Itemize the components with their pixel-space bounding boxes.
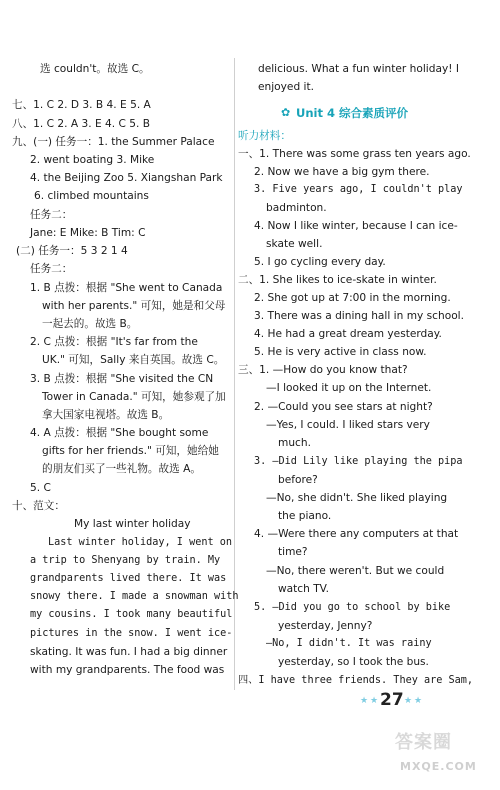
text-line: a trip to Shenyang by train. My — [30, 555, 221, 566]
text-line: badminton. — [266, 202, 327, 214]
text-line: 二、1. She likes to ice-skate in winter. — [238, 274, 437, 286]
text-line: skate well. — [266, 238, 323, 250]
text-line: 2. She got up at 7:00 in the morning. — [254, 292, 451, 304]
text-line: skating. It was fun. I had a big dinner — [30, 646, 228, 658]
text-line: enjoyed it. — [258, 81, 314, 93]
text-line: 选 couldn't。故选 C。 — [40, 63, 150, 75]
text-line: Unit 4 综合素质评价 — [296, 106, 408, 120]
text-line: (二) 任务一：5 3 2 1 4 — [16, 245, 128, 257]
text-line: 九、(一) 任务一：1. the Summer Palace — [12, 136, 215, 148]
text-line: snowy there. I made a snowman with — [30, 591, 239, 602]
watermark-logo: 答案圈 — [395, 732, 452, 753]
text-line: 2. —Could you see stars at night? — [254, 401, 433, 413]
text-line: much. — [278, 437, 311, 449]
page-number: 27 — [380, 690, 404, 710]
text-line: —I looked it up on the Internet. — [266, 382, 432, 394]
text-line: pictures in the snow. I went ice- — [30, 628, 233, 639]
text-line: 拿大国家电视塔。故选 B。 — [42, 409, 170, 421]
text-line: 3. There was a dining hall in my school. — [254, 310, 464, 322]
text-line: 任务二： — [30, 263, 73, 275]
text-line: 3. —Did Lily like playing the pipa — [254, 456, 463, 467]
watermark-url: MXQE.COM — [400, 760, 477, 773]
text-line: 3. Five years ago, I couldn't play — [254, 184, 463, 195]
text-line: 3. B 点拨：根据 "She visited the CN — [30, 373, 214, 385]
text-line: the piano. — [278, 510, 332, 522]
text-line: 5. C — [30, 482, 51, 494]
text-line: 6. climbed mountains — [34, 190, 149, 202]
text-line: 八、1. C 2. A 3. E 4. C 5. B — [12, 118, 151, 130]
text-line: watch TV. — [278, 583, 329, 595]
text-line: 5. I go cycling every day. — [254, 256, 386, 268]
text-line: —No, she didn't. She liked playing — [266, 492, 448, 504]
text-line: gifts for her friends." 可知，她给她 — [42, 445, 219, 457]
text-line: 4. He had a great dream yesterday. — [254, 328, 442, 340]
text-line: time? — [278, 546, 308, 558]
text-line: 一、1. There was some grass ten years ago. — [238, 148, 471, 160]
text-line: 任务二： — [30, 209, 73, 221]
text-line: UK." 可知，Sally 来自英国。故选 C。 — [42, 354, 225, 366]
text-line: 七、1. C 2. D 3. B 4. E 5. A — [12, 99, 151, 111]
text-line: 1. B 点拨：根据 "She went to Canada — [30, 282, 223, 294]
text-line: 四、I have three friends. They are Sam, — [238, 675, 474, 686]
text-line: 十、范文： — [12, 500, 65, 512]
paw-icon: ✿ — [281, 106, 291, 119]
text-line: 2. C 点拨：根据 "It's far from the — [30, 336, 198, 348]
text-line: with my grandparents. The food was — [30, 664, 225, 676]
text-line: my cousins. I took many beautiful — [30, 609, 233, 620]
text-line: 5. He is very active in class now. — [254, 346, 427, 358]
star-icon: ★ — [404, 696, 413, 706]
text-line: grandparents lived there. It was — [30, 573, 227, 584]
star-icon: ★ — [414, 696, 423, 706]
star-icon: ★ — [360, 696, 369, 706]
text-line: —Yes, I could. I liked stars very — [266, 419, 430, 431]
text-line: 4. the Beijing Zoo 5. Xiangshan Park — [30, 172, 223, 184]
text-line: 5. —Did you go to school by bike — [254, 602, 451, 613]
text-line: 三、1. —How do you know that? — [238, 364, 408, 376]
text-line: 4. Now I like winter, because I can ice- — [254, 220, 458, 232]
text-line: —No, I didn't. It was rainy — [266, 638, 432, 649]
text-line: My last winter holiday — [74, 518, 191, 530]
text-line: —No, there weren't. But we could — [266, 565, 445, 577]
text-line: with her parents." 可知，她是和父母 — [42, 300, 226, 312]
text-line: yesterday, so I took the bus. — [278, 656, 429, 668]
text-line: Last winter holiday, I went on — [48, 537, 233, 548]
text-line: 4. A 点拨：根据 "She bought some — [30, 427, 209, 439]
text-line: 一起去的。故选 B。 — [42, 318, 138, 330]
star-icon: ★ — [370, 696, 379, 706]
text-line: Jane: E Mike: B Tim: C — [30, 227, 146, 239]
text-line: delicious. What a fun winter holiday! I — [258, 63, 459, 75]
text-line: before? — [278, 474, 318, 486]
text-line: 4. —Were there any computers at that — [254, 528, 459, 540]
text-line: yesterday, Jenny? — [278, 620, 373, 632]
text-line: 听力材料： — [238, 130, 291, 142]
text-line: 2. went boating 3. Mike — [30, 154, 155, 166]
text-line: 2. Now we have a big gym there. — [254, 166, 430, 178]
text-line: Tower in Canada." 可知，她参观了加 — [42, 391, 226, 403]
text-line: 的朋友们买了一些礼物。故选 A。 — [42, 463, 201, 475]
